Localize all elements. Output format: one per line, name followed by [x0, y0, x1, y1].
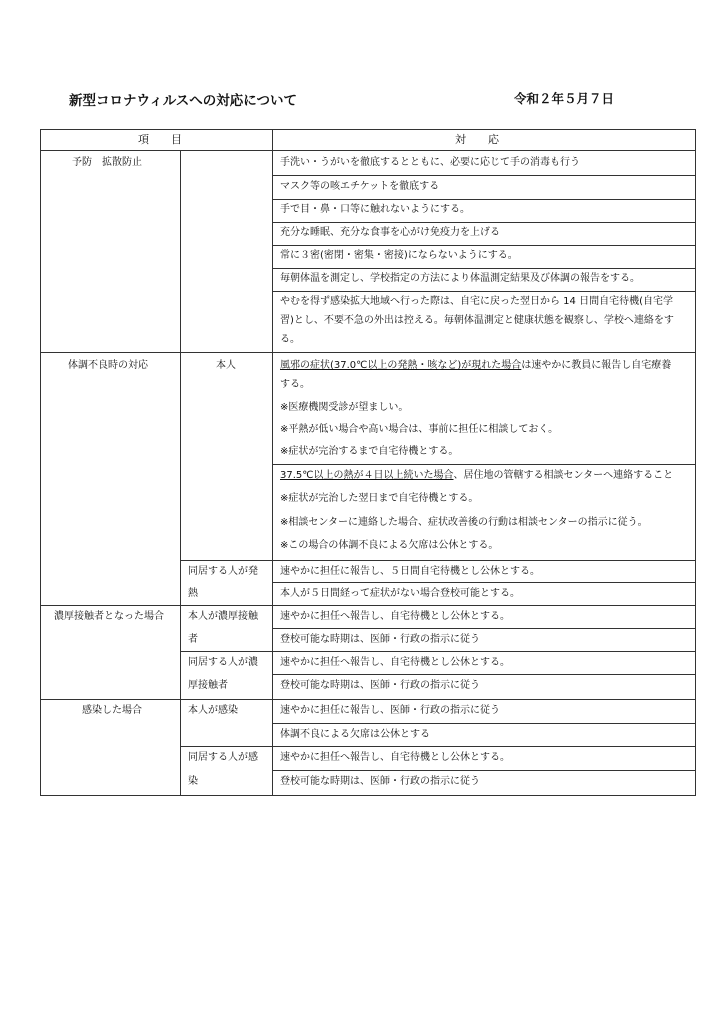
- row-line: [272, 199, 696, 200]
- row-line: [272, 175, 696, 176]
- section-divider: [40, 699, 696, 700]
- item-cohabitant-fever-cont: 熱: [188, 588, 198, 599]
- column-divider-item: [272, 129, 273, 796]
- response-line: ※平熱が低い場合や高い場合は、事前に担任に相談しておく。: [280, 424, 559, 435]
- response-line: やむを得ず感染拡大地域へ行った際は、自宅に戻った翌日から 14 日間自宅待機(自宅学: [280, 296, 673, 307]
- category-unwell: 体調不良時の対応: [68, 360, 148, 371]
- row-line: [272, 674, 696, 675]
- table-border-top: [40, 129, 696, 130]
- response-line: [280, 470, 673, 482]
- section-divider: [40, 352, 696, 353]
- header-response: 対 応: [455, 133, 499, 146]
- header-bottom-line: [40, 150, 696, 151]
- row-line: [272, 222, 696, 223]
- response-line: 毎朝体温を測定し、学校指定の方法により体温測定結果及び体調の報告をする。: [280, 273, 640, 284]
- row-line: [272, 723, 696, 724]
- response-line: [280, 360, 671, 372]
- table-border-bottom: [40, 795, 696, 796]
- row-line: [272, 464, 696, 465]
- response-line: 本人が５日間経って症状がない場合登校可能とする。: [280, 588, 520, 599]
- response-line: 登校可能な時期は、医師・行政の指示に従う: [280, 776, 480, 787]
- response-line: 体調不良による欠席は公休とする: [280, 729, 430, 740]
- row-line: [180, 746, 696, 747]
- response-line: ※症状が完治した翌日まで自宅待機とする。: [280, 493, 479, 504]
- row-line: [272, 291, 696, 292]
- response-line: ※症状が完治するまで自宅待機とする。: [280, 446, 459, 457]
- response-line: する。: [280, 379, 310, 390]
- response-line: 速やかに担任に報告し、医師・行政の指示に従う: [280, 705, 500, 716]
- section-divider: [40, 605, 696, 606]
- response-line: 常に３密(密閉・密集・密接)にならないようにする。: [280, 250, 518, 261]
- header-item: 項 目: [138, 133, 182, 146]
- item-cohabitant-infected-cont: 染: [188, 776, 198, 787]
- row-line: [272, 628, 696, 629]
- response-line: 速やかに担任に報告し、５日間自宅待機とし公休とする。: [280, 566, 540, 577]
- category-infected: 感染した場合: [82, 705, 142, 716]
- response-line: 手洗い・うがいを徹底するとともに、必要に応じて手の消毒も行う: [280, 157, 580, 168]
- row-line: [272, 770, 696, 771]
- response-line: ※この場合の体調不良による欠席は公休とする。: [280, 540, 499, 551]
- item-cohabitant-infected: 同居する人が感: [188, 752, 258, 763]
- response-line: 速やかに担任へ報告し、自宅待機とし公休とする。: [280, 611, 510, 622]
- row-line: [180, 560, 696, 561]
- item-cohabitant-fever: 同居する人が発: [188, 566, 258, 577]
- category-prevention: 予防 拡散防止: [72, 157, 142, 168]
- item-self: 本人: [216, 360, 236, 371]
- response-line: る。: [280, 334, 300, 345]
- row-line: [272, 268, 696, 269]
- item-cohabitant-close-contact: 同居する人が濃: [188, 657, 258, 668]
- response-line: マスク等の咳エチケットを徹底する: [280, 181, 440, 192]
- response-line: ※相談センターに連絡した場合、症状改善後の行動は相談センターの指示に従う。: [280, 517, 648, 528]
- response-line: 登校可能な時期は、医師・行政の指示に従う: [280, 634, 480, 645]
- row-line: [272, 245, 696, 246]
- response-line: 登校可能な時期は、医師・行政の指示に従う: [280, 680, 480, 691]
- category-close-contact: 濃厚接触者となった場合: [54, 611, 164, 622]
- response-line: 速やかに担任へ報告し、自宅待機とし公休とする。: [280, 752, 510, 763]
- underlined-condition: 37.5℃以上の熱が４日以上続いた場合: [280, 470, 454, 481]
- document-date: 令和２年５月７日: [514, 91, 615, 106]
- underlined-condition: 風邪の症状(37.0℃以上の発熱・咳など)が現れた場合: [280, 360, 522, 371]
- row-line: [180, 651, 696, 652]
- document-title: 新型コロナウィルスへの対応について: [69, 93, 298, 109]
- table-border-left: [40, 129, 41, 796]
- row-line: [272, 582, 696, 583]
- item-self-close-contact: 本人が濃厚接触: [188, 611, 258, 622]
- response-line: 速やかに担任へ報告し、自宅待機とし公休とする。: [280, 657, 510, 668]
- table-border-right: [695, 129, 696, 796]
- response-line: 充分な睡眠、充分な食事を心がけ免疫力を上げる: [280, 227, 500, 238]
- response-line: 習)とし、不要不急の外出は控える。毎朝体温測定と健康状態を観察し、学校へ連絡をす: [280, 315, 674, 326]
- response-line: ※医療機関受診が望ましい。: [280, 402, 409, 413]
- response-line-rest: は速やかに教員に報告し自宅療養: [521, 360, 672, 371]
- item-self-infected: 本人が感染: [188, 705, 238, 716]
- response-line: 手で目・鼻・口等に触れないようにする。: [280, 204, 470, 215]
- item-cohabitant-close-contact-cont: 厚接触者: [188, 680, 228, 691]
- item-self-close-contact-cont: 者: [188, 634, 198, 645]
- response-line-rest: 、居住地の管轄する相談センターへ連絡すること: [453, 470, 674, 481]
